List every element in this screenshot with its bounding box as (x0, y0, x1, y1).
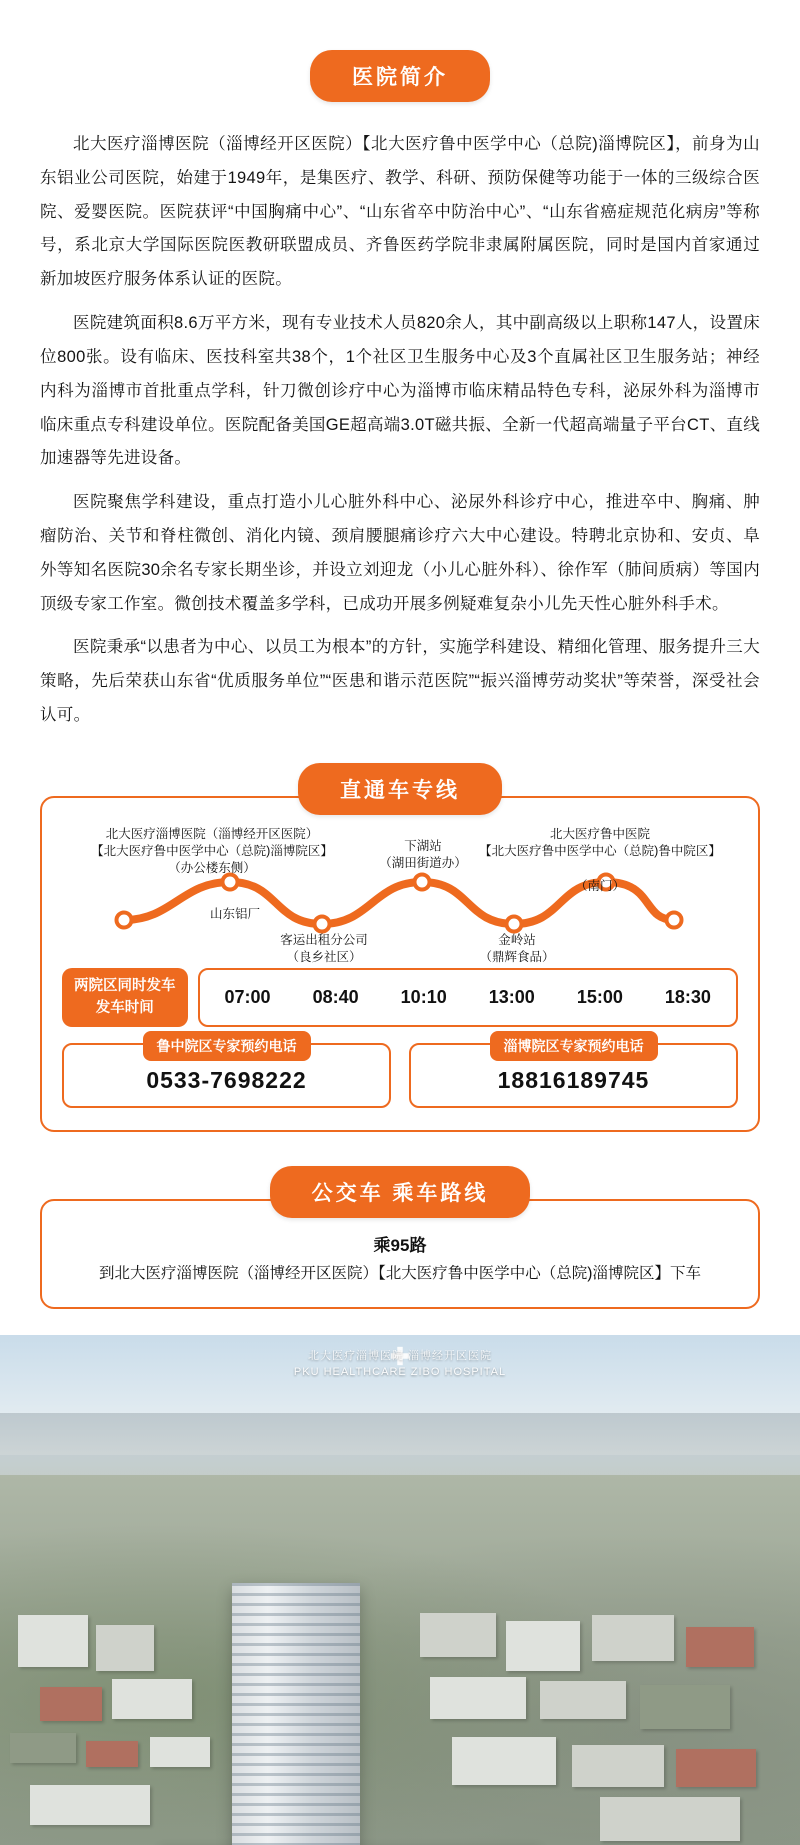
shuttle-title: 直通车专线 (298, 763, 502, 815)
phone-number-zibo[interactable]: 18816189745 (497, 1067, 650, 1094)
stop-shandong-aluminum (190, 906, 280, 923)
hospital-photo (0, 1335, 800, 1845)
stop-end-line-1: 北大医疗鲁中医院 (549, 826, 650, 841)
photo-caption (294, 1349, 506, 1380)
bus-section (0, 1166, 800, 1309)
phone-caption-zibo: 淄博院区专家预约电话 (490, 1031, 658, 1061)
phone-row (62, 1038, 738, 1108)
departure-label (62, 968, 188, 1028)
stop-end-line-2: 【北大医疗鲁中医学中心（总院)鲁中院区】 (479, 843, 721, 858)
phone-number-luzhong[interactable]: 0533-7698222 (146, 1067, 307, 1094)
stop-jinling-line-2: （鼎辉食品） (479, 949, 555, 964)
departure-time-6: 18:30 (664, 987, 711, 1008)
stop-keyun-line-1: 客运出租分公司 (280, 932, 368, 947)
stop-jinling (452, 932, 582, 966)
stop-end (460, 826, 740, 895)
intro-title-wrap (0, 50, 800, 102)
bus-route-number: 乘95路 (373, 1236, 427, 1256)
bus-title-wrap (0, 1166, 800, 1218)
page-title: 医院简介 (310, 50, 490, 102)
stop-xiahu-line-2: （湖田街道办） (379, 855, 467, 870)
departure-row (62, 968, 738, 1028)
stop-shandong-aluminum-line-1: 山东铝厂 (209, 906, 260, 921)
intro-paragraph-1: 北大医疗淄博医院（淄博经开区医院）【北大医疗鲁中医学中心（总院)淄博院区】，前身为山东铝业公司医院，始建于1949年，是集医疗、教学、科研、预防保健等功能于一体的三级综合医院、爱婴医院。医院获评“中国胸痛中心”、“山东省卒中防治中心”、“山东省癌症规范化病房”等称号，系北京大学国际医院医教研联盟成员、齐鲁医药学院非隶属附属医院，同时是国内首家通过新加坡医疗服务体系认证的医院。 (40, 135, 760, 289)
departure-time-2: 08:40 (312, 987, 359, 1008)
intro-paragraph-3: 医院聚焦学科建设，重点打造小儿心脏外科中心、泌尿外科诊疗中心，推进卒中、胸痛、肿瘤防治、关节和脊柱微创、消化内镜、颈肩腰腿痛诊疗六大中心建设。特聘北京协和、安贞、阜外等知名医院30余名专家长期坐诊，并设立刘迎龙（小儿心脏外科）、徐作军（肺间质病）等国内顶级专家工作室。微创技术覆盖多学科，已成功开展多例疑难复杂小儿先天性心脏外科手术。 (40, 493, 760, 613)
phone-caption-luzhong: 鲁中院区专家预约电话 (143, 1031, 311, 1061)
stop-jinling-line-1: 金岭站 (498, 932, 536, 947)
departure-times-list (198, 968, 739, 1028)
stop-start (52, 826, 372, 877)
bus-route-detail: 到北大医疗淄博医院（淄博经开区医院）【北大医疗鲁中医学中心（总院)淄博院区】下车 (99, 1265, 701, 1283)
departure-label-line-2: 发车时间 (95, 999, 154, 1016)
shuttle-card (40, 796, 760, 1133)
shuttle-route-map (62, 826, 738, 964)
intro-paragraph-2: 医院建筑面积8.6万平方米，现有专业技术人员820余人，其中副高级以上职称147人，设置床位800张。设有临床、医技科室共38个，1个社区卫生服务中心及3个直属社区卫生服务站；神经内科为淄博市首批重点学科，针刀微创诊疗中心为淄博市临床精品特色专科，泌尿外科为淄博市临床重点专科建设单位。医院配备美国GE超高端3.0T磁共振、全新一代超高端量子平台CT、直线加速器等先进设备。 (40, 314, 760, 468)
departure-time-1: 07:00 (224, 987, 271, 1008)
departure-time-5: 15:00 (576, 987, 623, 1008)
photo-caption-line-2: PKU HEALTHCARE ZIBO HOSPITAL (293, 1365, 507, 1378)
bus-title: 公交车 乘车路线 (270, 1166, 531, 1218)
stop-keyun-line-2: （良乡社区） (286, 949, 362, 964)
intro-paragraph-4: 医院秉承“以患者为中心、以员工为根本”的方针，实施学科建设、精细化管理、服务提升三大策略，先后荣获山东省“优质服务单位”“医患和谐示范医院”“振兴淄博劳动奖状”等荣誉，深受社会认可。 (40, 638, 760, 724)
photo-main-tower (232, 1583, 360, 1845)
phone-box-luzhong (62, 1038, 391, 1108)
stop-end-line-3: （南门） (574, 878, 625, 893)
shuttle-section (0, 763, 800, 1133)
stop-start-line-2: 【北大医疗鲁中医学中心（总院)淄博院区】 (91, 843, 333, 858)
shuttle-title-wrap (0, 763, 800, 815)
departure-label-line-1: 两院区同时发车 (74, 977, 176, 994)
stop-xiahu-line-1: 下湖站 (404, 838, 442, 853)
stop-start-line-1: 北大医疗淄博医院（淄博经开区医院） (105, 826, 319, 841)
stop-keyun (244, 932, 404, 966)
departure-time-4: 13:00 (488, 987, 535, 1008)
photo-caption-line-1: 北大医疗淄博医院 淄博经开区医院 (307, 1350, 493, 1363)
phone-box-zibo (409, 1038, 738, 1108)
departure-time-3: 10:10 (400, 987, 447, 1008)
stop-start-line-3: （办公楼东侧） (168, 860, 256, 875)
intro-text-block (0, 102, 800, 733)
photo-buildings (0, 1465, 800, 1845)
